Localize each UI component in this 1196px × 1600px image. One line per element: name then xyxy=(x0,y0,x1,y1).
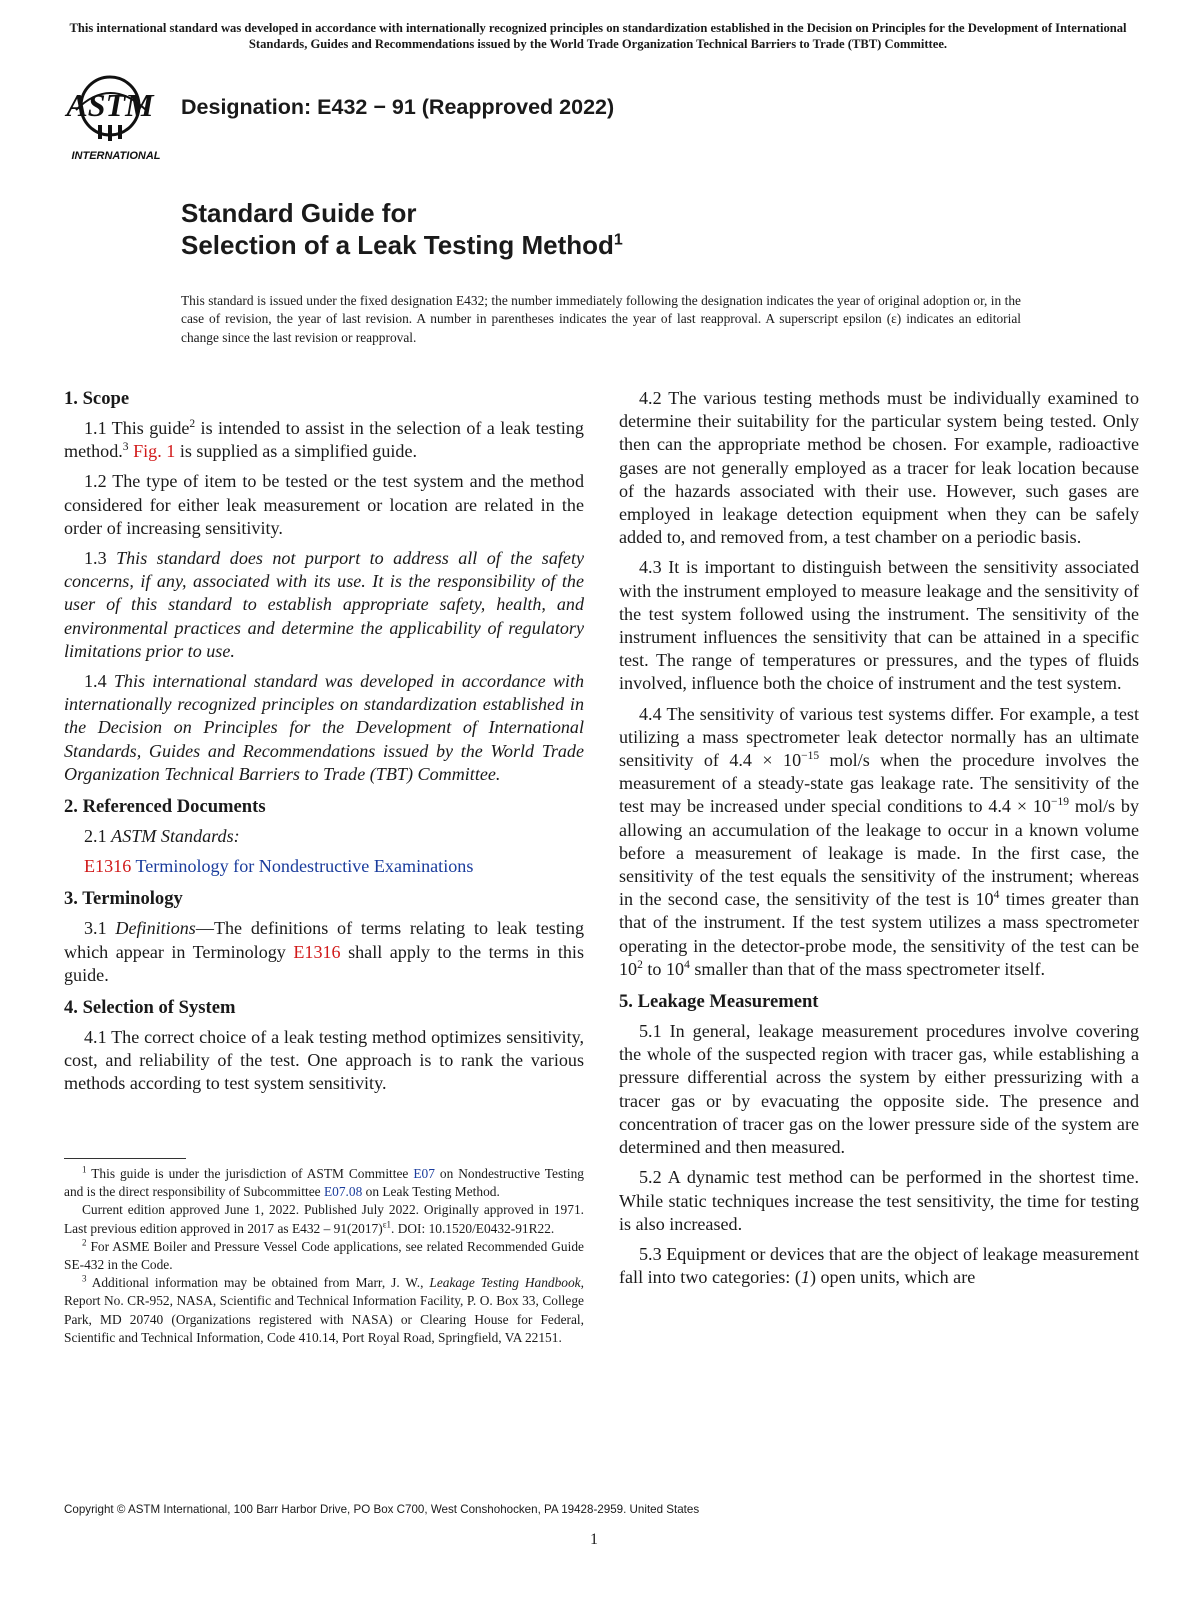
section-heading-leakage-measurement: 5. Leakage Measurement xyxy=(619,991,819,1013)
title-footnote-mark[interactable]: 1 xyxy=(613,231,623,249)
astm-logo xyxy=(64,70,168,166)
title-line-1: Standard Guide for xyxy=(181,198,417,228)
left-column xyxy=(64,387,584,1103)
designation: Designation: E432 − 91 (Reapproved 2022) xyxy=(181,95,615,119)
copyright: Copyright © ASTM International, 100 Barr Harbor Drive, PO Box C700, West Conshohocken, PA 19428-2959. United States xyxy=(64,1503,700,1516)
section-heading-terminology: 3. Terminology xyxy=(64,888,183,910)
subcommittee-link[interactable]: E07.08 xyxy=(323,1184,363,1200)
footnotes xyxy=(64,1165,584,1347)
reference-e1316-title-link[interactable]: Terminology for Nondestructive Examinations xyxy=(131,856,474,877)
paragraph-1-1: 1.1 This guide$^2$ is intended to assist in the selection of a leak testing method.$^3$ Fig. 1 is supplied as a simplified guide. xyxy=(64,417,584,462)
reference-e1316-code-link[interactable]: E1316 xyxy=(84,856,132,877)
reference-e1316 xyxy=(64,855,584,878)
section-heading-scope: 1. Scope xyxy=(64,388,130,409)
section-heading-selection: 4. Selection of System xyxy=(64,997,236,1019)
section-heading-referenced-documents: 2. Referenced Documents xyxy=(64,796,266,818)
paragraph-4-1: 4.1 The correct choice of a leak testing method optimizes sensitivity, cost, and reliability of the test. One approach is to rank the various methods according to test system sensitivity. xyxy=(64,1027,584,1094)
paragraph-5-2: 5.2 A dynamic test method can be performed in the shortest time. While static techniques increase the test sensitivity, the time for testing is also increased. xyxy=(619,1167,1139,1234)
paragraph-5-3: 5.3 Equipment or devices that are the object of leakage measurement fall into two categories: (1) open units, which are xyxy=(619,1243,1139,1288)
paragraph-4-4: 4.4 The sensitivity of various test systems differ. For example, a test utilizing a mass spectrometer leak detector normally has an ultimate sensitivity of $4.4 \times 10^{-15}$ mol/s when the procedure involves the measurement of a steady-state gas leakage rate. The sensitivity of the test may be increased under special conditions to $4.4 \times 10^{-19}$ mol/s by allowing an accumulation of the leakage to occur in a known volume before a measurement of leakage is made. In the first case, the sensitivity of the test equals the sensitivity of the instrument; whereas in the second case, the sensitivity of the test is $10^4$ times greater than that of the instrument. If the test system utilizes a mass spectrometer operating in the detector-probe mode, the sensitivity of the test can be $10^2$ to $10^4$ smaller than that of the mass spectrometer itself. xyxy=(619,703,1139,979)
footnote-2: $^2$ For ASME Boiler and Pressure Vessel Code applications, see related Recommended Guide SE-432 in the Code. xyxy=(64,1237,584,1273)
svg-text:ASTM: ASTM xyxy=(66,87,154,123)
footnote-1: $^1$ This guide is under the jurisdiction of ASTM Committee E07 on Nondestructive Testing and is the direct responsibility of Subcommittee E07.08 on Leak Testing Method. xyxy=(64,1164,584,1200)
paragraph-1-2: 1.2 The type of item to be tested or the test system and the method considered for either leak measurement or location are related in the order of increasing sensitivity. xyxy=(64,471,584,538)
document-title xyxy=(181,197,623,261)
paragraph-5-1: 5.1 In general, leakage measurement procedures involve covering the whole of the suspected region with tracer gas, while establishing a pressure differential across the system by either pressurizing with a tracer gas or by evacuating the opposite side. The presence and concentration of tracer gas on the lower pressure side of the system are determined and then measured. xyxy=(619,1021,1139,1158)
paragraph-4-2: 4.2 The various testing methods must be individually examined to determine their suitability for the particular system being tested. Only then can the appropriate method be chosen. For example, radioactive gases are not generally employed as a tracer for leak location because of the hazards associated with their use. However, such gases are employed in leakage detection equipment when they can be safely added to, and removed from, a test chamber on a periodic basis. xyxy=(619,388,1139,548)
paragraph-1-3: 1.3 This standard does not purport to address all of the safety concerns, if any, associated with its use. It is the responsibility of the user of this standard to establish appropriate safety, health, and environmental practices and determine the applicability of regulatory limitations prior to use. xyxy=(64,548,585,661)
page-number: 1 xyxy=(590,1531,598,1548)
right-column xyxy=(619,387,1139,1296)
figure-link[interactable]: Fig. 1 xyxy=(133,441,176,462)
edition-note: Current edition approved June 1, 2022. Published July 2022. Originally approved in 1971. Last previous edition approved in 2017 as $E432 - 91(2017)^{\varepsilon 1}$. DOI: 10.1520/E0432-91R22. xyxy=(64,1202,584,1236)
paragraph-4-3: 4.3 It is important to distinguish between the sensitivity associated with the instrument employed to measure leakage and the sensitivity of the test system followed using the instrument. The sensitivity of the instrument influences the sensitivity that can be attained in a specific test. The range of temperatures or pressures, and the types of fluids involved, influence both the choice of instrument and the test system. xyxy=(619,557,1139,694)
terminology-link[interactable]: E1316 xyxy=(293,941,341,962)
footnote-ref-2[interactable]: 2 xyxy=(189,417,196,430)
footnote-ref-3[interactable]: 3 xyxy=(122,441,129,454)
footnote-divider xyxy=(64,1158,186,1159)
paragraph-1-4: 1.4 This international standard was developed in accordance with internationally recognized principles on standardization established in the Decision on Principles for the Development of International Standards, Guides and Recommendations issued by the World Trade Organization Technical Barriers to Trade (TBT) Committee. xyxy=(64,671,585,784)
paragraph-3-1: 3.1 Definitions—The definitions of terms relating to leak testing which appear in Terminology E1316 shall apply to the terms in this guide. xyxy=(64,918,585,985)
standard-note: This standard is issued under the fixed designation E432; the number immediately following the designation indicates the year of original adoption or, in the case of revision, the year of last revision. A number in parentheses indicates the year of last reapproval. A superscript epsilon (ε) indicates an editorial change since the last revision or reapproval. xyxy=(181,293,1021,345)
title-line-2: Selection of a Leak Testing Method$^1$ xyxy=(181,230,623,260)
footnote-3: $^3$ Additional information may be obtained from Marr, J. W., Leakage Testing Handbook, Report No. CR-952, NASA, Scientific and Technical Information Facility, P. O. Box 33, College Park, MD 20740 (Organizations registered with NASA) or Clearing House for Federal, Scientific and Technical Information, Code 410.14, Port Royal Road, Springfield, VA 22151. xyxy=(64,1273,584,1345)
wto-notice: This international standard was developed in accordance with internationally recognized principles on standardization established in the Decision on Principles for the Development of International Standards, Guides and Recommendations issued by the World Trade Organization Technical Barriers to Trade (TBT) Committee. xyxy=(69,21,1127,51)
svg-text:INTERNATIONAL: INTERNATIONAL xyxy=(71,150,161,162)
paragraph-2-1: 2.1 ASTM Standards: xyxy=(84,826,240,847)
committee-link[interactable]: E07 xyxy=(413,1166,435,1181)
